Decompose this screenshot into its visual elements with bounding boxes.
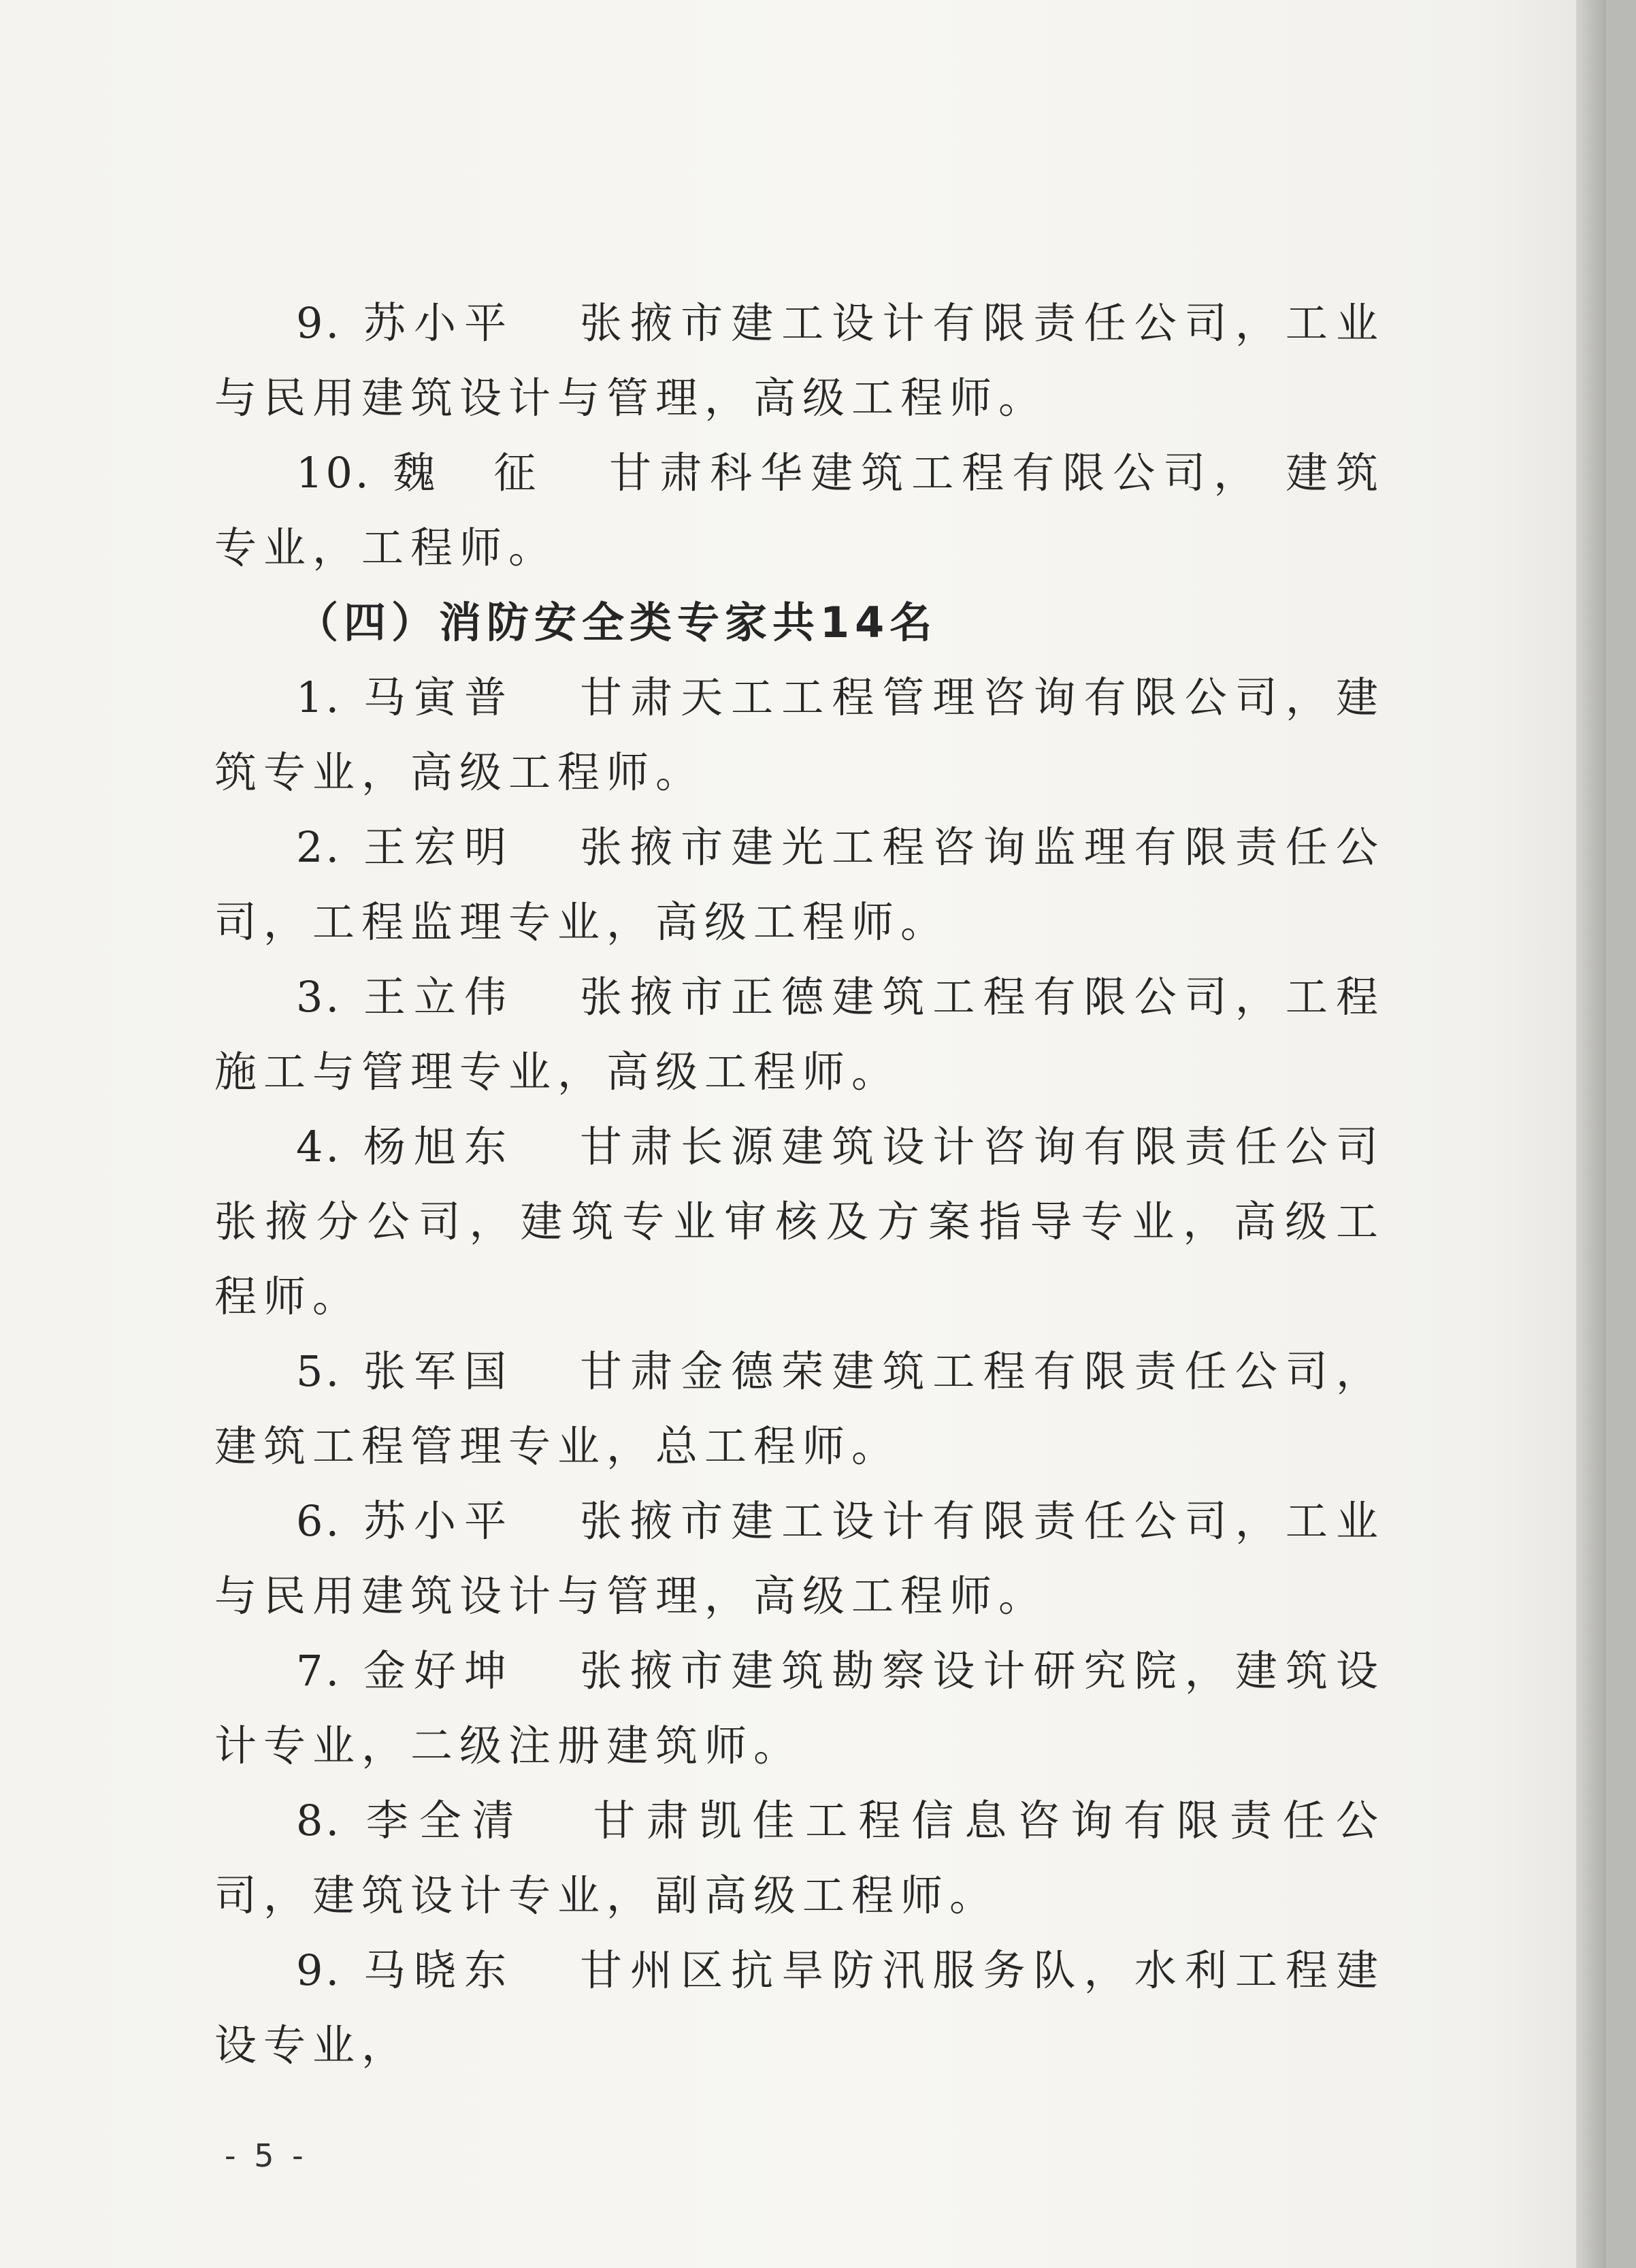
- expert-name: 魏 征: [393, 448, 544, 498]
- item-number: 4.: [296, 1122, 342, 1171]
- list-item: [214, 286, 1385, 436]
- expert-detail: 张掖市建工设计有限责任公司，工业与民用建筑设计与管理，高级工程师。: [214, 1496, 1385, 1621]
- item-number: 5.: [296, 1346, 342, 1396]
- item-number: 7.: [296, 1646, 342, 1696]
- expert-name: 马寅普: [363, 673, 515, 722]
- expert-detail: 甘肃金德荣建筑工程有限责任公司，建筑工程管理专业，总工程师。: [214, 1346, 1385, 1471]
- expert-name: 金好坤: [363, 1646, 515, 1696]
- expert-name: 张军国: [363, 1346, 515, 1396]
- expert-detail: 甘肃长源建筑设计咨询有限责任公司张掖分公司，建筑专业审核及方案指导专业，高级工程师。: [214, 1122, 1385, 1321]
- list-item: [214, 1634, 1385, 1783]
- item-number: 9.: [296, 1945, 342, 1995]
- list-item: [214, 1109, 1385, 1334]
- expert-name: 马晓东: [363, 1945, 515, 1995]
- list-item: [214, 960, 1385, 1109]
- expert-name: 李全清: [365, 1796, 525, 1845]
- expert-name: 苏小平: [363, 298, 515, 348]
- expert-detail: 张掖市建工设计有限责任公司，工业与民用建筑设计与管理，高级工程师。: [214, 298, 1385, 423]
- expert-name: 王立伟: [363, 972, 515, 1022]
- expert-detail: 甘州区抗旱防汛服务队，水利工程建设专业，: [214, 1945, 1385, 2070]
- document-body: [214, 286, 1385, 2083]
- list-item: [214, 1484, 1385, 1634]
- list-item: [214, 436, 1385, 585]
- expert-detail: 甘肃天工工程管理咨询有限公司，建筑专业，高级工程师。: [214, 673, 1385, 797]
- page-edge-shadow: [1576, 0, 1606, 2268]
- expert-detail: 甘肃科华建筑工程有限公司， 建筑专业，工程师。: [214, 448, 1385, 572]
- item-number: 2.: [296, 822, 342, 872]
- item-number: 3.: [296, 972, 342, 1022]
- item-number: 1.: [296, 673, 342, 722]
- list-item: [214, 1334, 1385, 1484]
- section-heading: （四）消防安全类专家共14名: [296, 598, 938, 647]
- expert-detail: 张掖市正德建筑工程有限公司，工程施工与管理专业，高级工程师。: [214, 972, 1385, 1097]
- item-number: 9.: [296, 298, 342, 348]
- item-number: 10.: [296, 448, 372, 498]
- expert-name: 王宏明: [363, 822, 515, 872]
- expert-detail: 张掖市建筑勘察设计研究院，建筑设计专业，二级注册建筑师。: [214, 1646, 1385, 1770]
- expert-name: 杨旭东: [363, 1122, 515, 1171]
- page-number: - 5 -: [225, 2137, 308, 2174]
- list-item: [214, 1783, 1385, 1933]
- list-item: [214, 810, 1385, 960]
- item-number: 8.: [296, 1796, 342, 1845]
- expert-detail: 张掖市建光工程咨询监理有限责任公司，工程监理专业，高级工程师。: [214, 822, 1385, 947]
- item-number: 6.: [296, 1496, 342, 1546]
- expert-name: 苏小平: [363, 1496, 515, 1546]
- expert-detail: 甘肃凯佳工程信息咨询有限责任公司，建筑设计专业，副高级工程师。: [214, 1796, 1385, 1920]
- list-item: [214, 660, 1385, 810]
- list-item: [214, 1933, 1385, 2083]
